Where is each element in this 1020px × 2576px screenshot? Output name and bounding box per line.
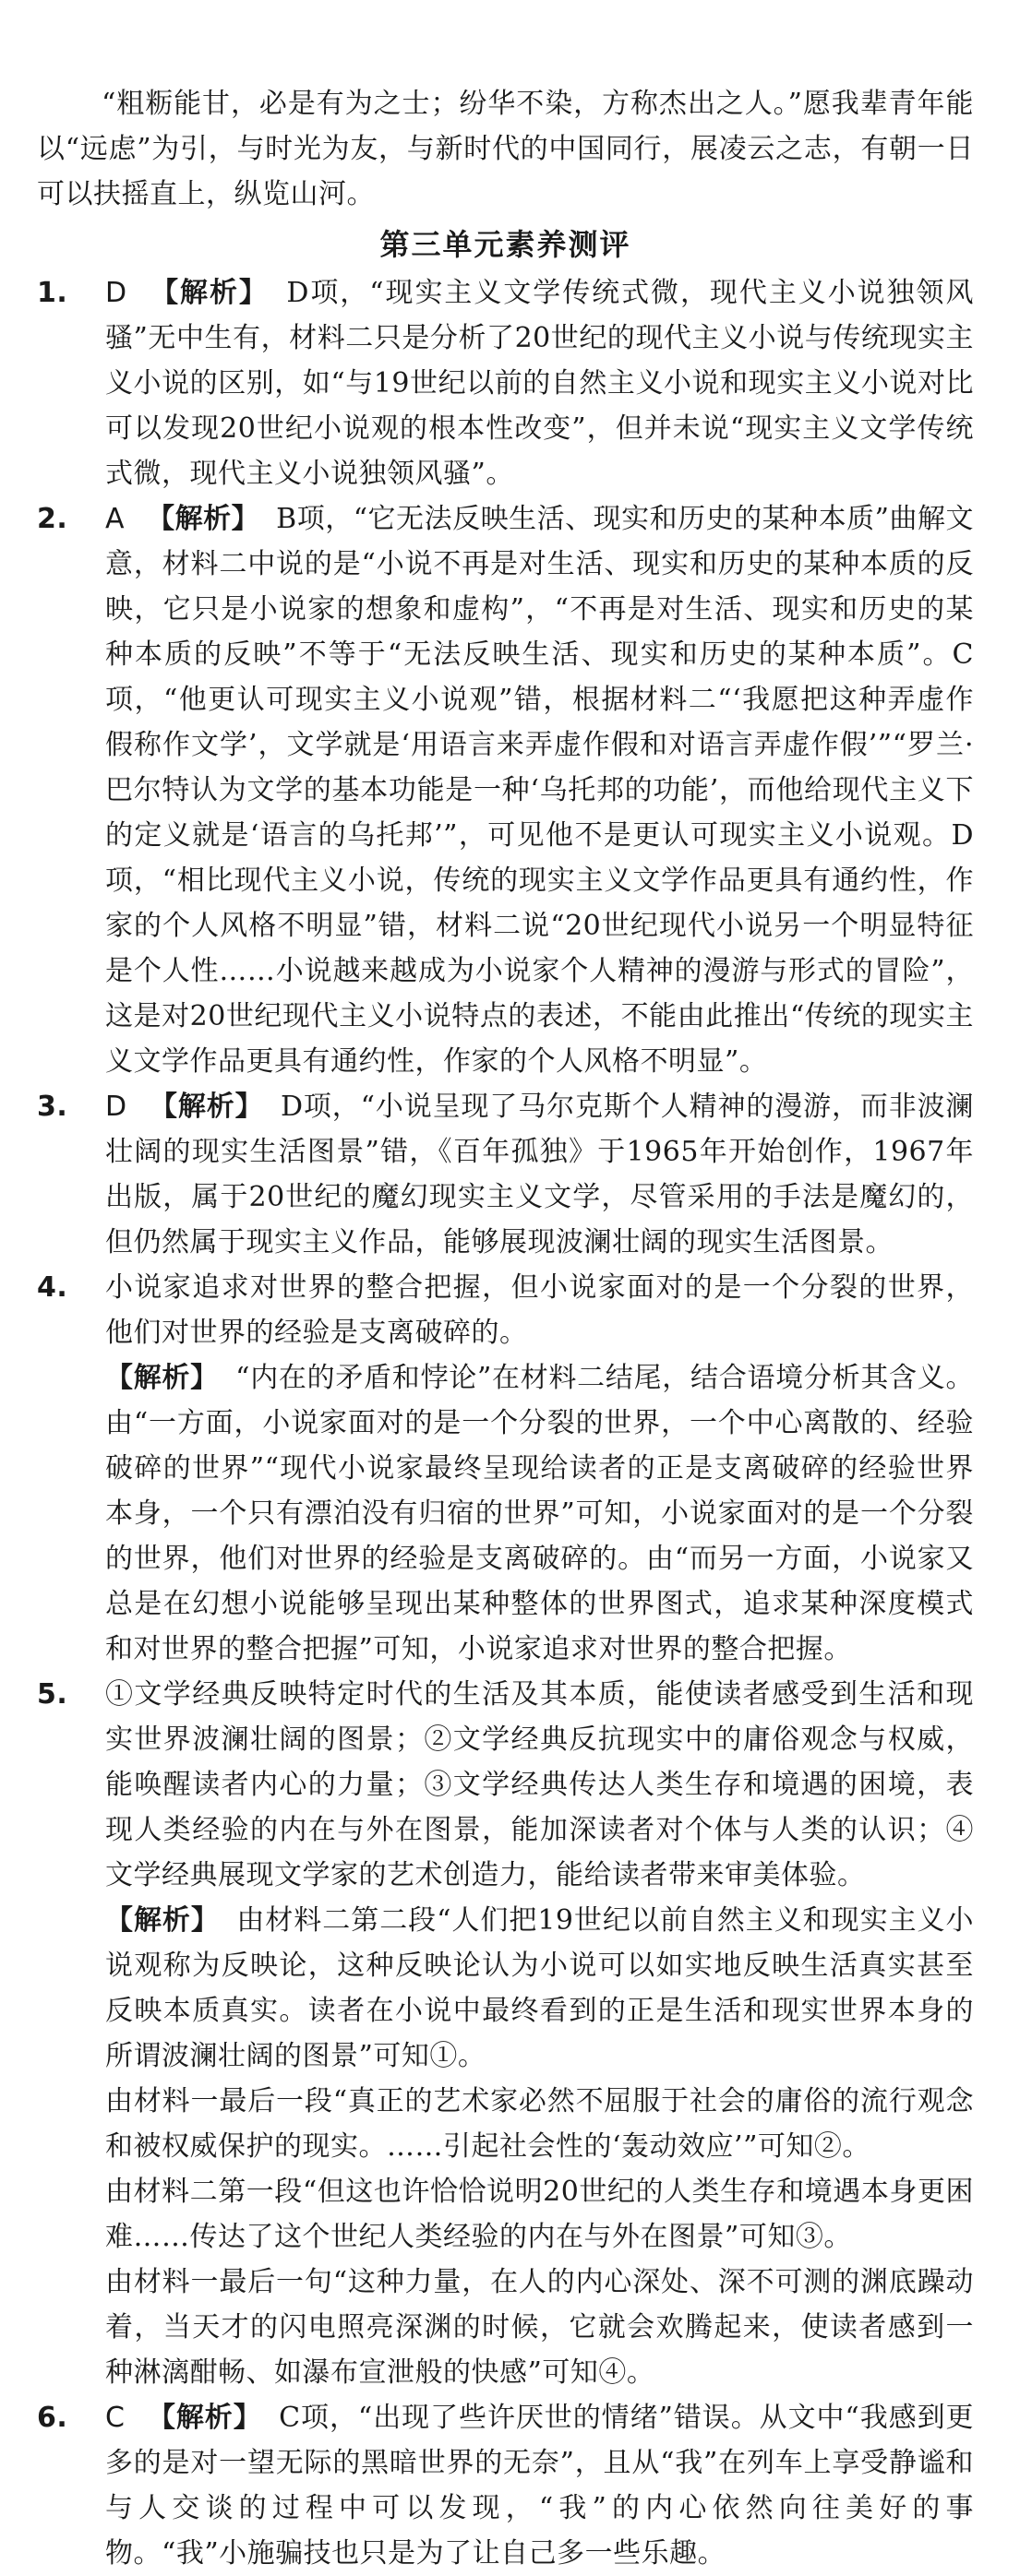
section-title: 第三单元素养测评	[379, 227, 631, 262]
analysis-text: D项，“小说呈现了马尔克斯个人精神的漫游，而非波澜壮阔的现实生活图景”错，《百年孤独》于1965年开始创作，1967年出版，属于20世纪的魔幻现实主义文学，尽管采用的手法是魔幻的，但仍然属于现实主义作品，能够展现波澜壮阔的现实生活图景。	[105, 1091, 974, 1258]
answer-item-4	[37, 1265, 974, 1672]
analysis-paragraph-3: 由材料二第一段“但这也许恰恰说明20世纪的人类生存和境遇本身更困难……传达了这个世纪人类经验的内在与外在图景”可知③。	[105, 2176, 974, 2253]
analysis-tag: 【解析】	[105, 1904, 220, 1937]
answer-item-1	[37, 270, 974, 496]
analysis-text: 由材料二第二段“人们把19世纪以前自然主义和现实主义小说观称为反映论，这种反映论认为小说可以如实地反映生活真实甚至反映本质真实。读者在小说中最终看到的正是生活和现实世界本身的所谓波澜壮阔的图景”可知①。	[105, 1904, 974, 2072]
analysis-text: B项，“它无法反映生活、现实和历史的某种本质”曲解文意，材料二中说的是“小说不再是对生活、现实和历史的某种本质的反映，它只是小说家的想象和虚构”，“不再是对生活、现实和历史的某种本质的反映”不等于“无法反映生活、现实和历史的某种本质”。C项，“他更认可现实主义小说观”错，根据材料二“‘我愿把这种弄虚作假称作文学’，文学就是‘用语言来弄虚作假和对语言弄虚作假’”“罗兰·巴尔特认为文学的基本功能是一种‘乌托邦的功能’，而他给现代主义下的定义就是‘语言的乌托邦’”，可见他不是更认可现实主义小说观。D项，“相比现代主义小说，传统的现实主义文学作品更具有通约性，作家的个人风格不明显”错，材料二说“20世纪现代小说另一个明显特征是个人性……小说越来越成为小说家个人精神的漫游与形式的冒险”，这是对20世纪现代主义小说特点的表述，不能由此推出“传统的现实主义文学作品更具有通约性，作家的个人风格不明显”。	[105, 503, 974, 1078]
analysis-text: C项，“出现了些许厌世的情绪”错误。从文中“我感到更多的是对一望无际的黑暗世界的无奈”，且从“我”在列车上享受静谧和与人交谈的过程中可以发现，“我”的内心依然向往美好的事物。“我”小施骗技也只是为了让自己多一些乐趣。	[105, 2402, 975, 2570]
question-number: 4.	[37, 1271, 68, 1304]
answer-choice: D	[105, 1091, 127, 1123]
analysis-text: D项，“现实主义文学传统式微，现代主义小说独领风骚”无中生有，材料二只是分析了20世纪的现代主义小说与传统现实主义小说的区别，如“与19世纪以前的自然主义小说和现实主义小说对比可以发现20世纪小说观的根本性改变”，但并未说“现实主义文学传统式微，现代主义小说独领风骚”。	[105, 277, 974, 490]
intro-paragraph: “粗粝能甘，必是有为之士；纷华不染，方称杰出之人。”愿我辈青年能以“远虑”为引，与时光为友，与新时代的中国同行，展凌云之志，有朝一日可以扶摇直上，纵览山河。	[37, 88, 974, 210]
question-number: 5.	[37, 1678, 68, 1711]
question-number: 3.	[37, 1091, 68, 1123]
answer-choice: D	[105, 277, 127, 309]
answer-choice: C	[105, 2402, 126, 2434]
analysis-tag: 【解析】	[147, 503, 260, 535]
answer-item-2	[37, 496, 974, 1084]
analysis-paragraph-2: 由材料一最后一段“真正的艺术家必然不屈服于社会的庸俗的流行观念和被权威保护的现实。……引起社会性的‘轰动效应’”可知②。	[105, 2085, 974, 2163]
question-number: 1.	[37, 277, 68, 309]
analysis-tag: 【解析】	[150, 1091, 264, 1123]
analysis-block	[105, 1355, 974, 1672]
analysis-tag: 【解析】	[147, 2402, 262, 2434]
answer-item-6	[37, 2395, 974, 2576]
analysis-tag: 【解析】	[105, 1362, 219, 1394]
analysis-block	[105, 1898, 974, 2079]
question-number: 2.	[37, 503, 68, 535]
answer-text: 小说家追求对世界的整合把握，但小说家面对的是一个分裂的世界，他们对世界的经验是支离破碎的。	[105, 1271, 974, 1349]
question-number: 6.	[37, 2402, 68, 2434]
answer-item-3	[37, 1084, 974, 1265]
answer-item-5	[37, 1672, 974, 2395]
analysis-tag: 【解析】	[150, 277, 269, 309]
analysis-paragraph-4: 由材料一最后一句“这种力量，在人的内心深处、深不可测的渊底躁动着，当天才的闪电照亮深渊的时候，它就会欢腾起来，使读者感到一种淋漓酣畅、如瀑布宣泄般的快感”可知④。	[105, 2266, 974, 2389]
analysis-text: “内在的矛盾和悖论”在材料二结尾，结合语境分析其含义。由“一方面，小说家面对的是一个分裂的世界，一个中心离散的、经验破碎的世界”“现代小说家最终呈现给读者的正是支离破碎的经验世界本身，一个只有漂泊没有归宿的世界”可知，小说家面对的是一个分裂的世界，他们对世界的经验是支离破碎的。由“而另一方面，小说家又总是在幻想小说能够呈现出某种整体的世界图式，追求某种深度模式和对世界的整合把握”可知，小说家追求对世界的整合把握。	[105, 1362, 974, 1665]
answer-text: ①文学经典反映特定时代的生活及其本质，能使读者感受到生活和现实世界波澜壮阔的图景；②文学经典反抗现实中的庸俗观念与权威，能唤醒读者内心的力量；③文学经典传达人类生存和境遇的困境，表现人类经验的内在与外在图景，能加深读者对个体与人类的认识；④文学经典展现文学家的艺术创造力，能给读者带来审美体验。	[105, 1678, 974, 1891]
answer-choice: A	[105, 503, 126, 535]
